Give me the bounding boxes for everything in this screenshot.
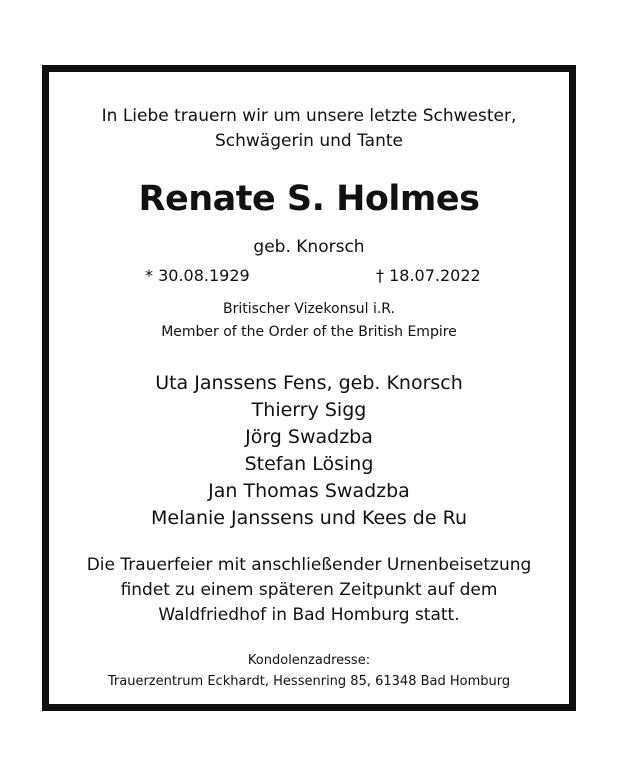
deceased-name: Renate S. Holmes (138, 179, 480, 219)
condolence-label: Kondolenzadresse: (247, 653, 371, 668)
condolence-address: Trauerzentrum Eckhardt, Hessenring 85, 61348 Bad Homburg (107, 674, 511, 689)
mourner-4: Stefan Lösing (244, 453, 374, 475)
obituary-frame (42, 65, 576, 711)
death-date: † 18.07.2022 (376, 266, 481, 285)
ceremony-line-1: Die Trauerfeier mit anschließender Urnenbeisetzung (86, 555, 532, 575)
maiden-name: geb. Knorsch (253, 237, 365, 257)
mourner-3: Jörg Swadzba (245, 426, 373, 448)
ceremony-line-3: Waldfriedhof in Bad Homburg statt. (158, 605, 460, 625)
title-line-2: Member of the Order of the British Empire (161, 324, 457, 340)
mourner-1: Uta Janssens Fens, geb. Knorsch (155, 372, 463, 394)
mourner-5: Jan Thomas Swadzba (208, 480, 410, 502)
intro-line-1: In Liebe trauern wir um unsere letzte Schwester, (101, 106, 517, 126)
birth-date: * 30.08.1929 (145, 266, 250, 285)
intro-line-2: Schwägerin und Tante (214, 131, 403, 151)
title-line-1: Britischer Vizekonsul i.R. (222, 301, 395, 317)
mourner-6: Melanie Janssens und Kees de Ru (150, 507, 467, 529)
ceremony-line-2: findet zu einem späteren Zeitpunkt auf dem (120, 580, 498, 600)
mourner-2: Thierry Sigg (251, 399, 367, 421)
